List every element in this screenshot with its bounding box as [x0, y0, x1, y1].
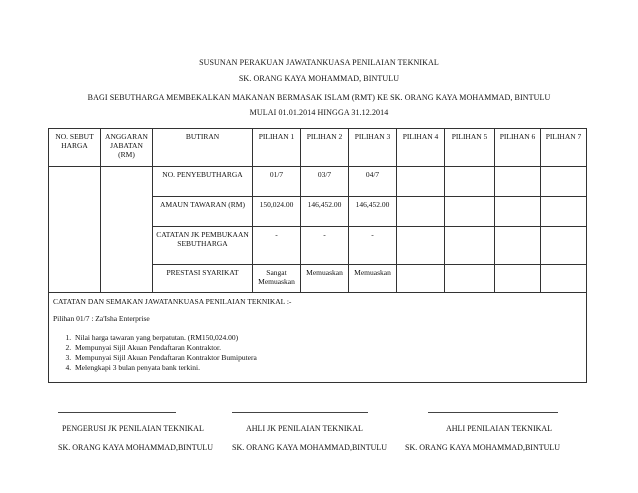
table-cell — [397, 227, 445, 265]
table-cell — [495, 197, 541, 227]
list-item: 3. Mempunyai Sijil Akuan Pendaftaran Kontraktor Bumiputera — [73, 353, 582, 362]
header-pilihan-5: PILIHAN 5 — [445, 129, 495, 167]
signature-line-1 — [58, 412, 176, 413]
notes-title: CATATAN DAN SEMAKAN JAWATANKUASA PENILAIAN TEKNIKAL :- — [53, 297, 292, 306]
table-cell: 146,452.00 — [301, 197, 349, 227]
row-label: AMAUN TAWARAN (RM) — [153, 197, 253, 227]
table-cell — [495, 167, 541, 197]
header-butiran: BUTIRAN — [153, 129, 253, 167]
list-item: 1. Nilai harga tawaran yang berpatutan. (RM150,024.00) — [73, 333, 582, 342]
evaluation-table — [48, 128, 587, 383]
notes-row — [49, 293, 587, 383]
table-cell: 150,024.00 — [253, 197, 301, 227]
table-cell — [541, 167, 587, 197]
table-cell — [445, 265, 495, 293]
signature-line-2 — [232, 412, 368, 413]
header-no-sebut-harga: NO. SEBUT HARGA — [49, 129, 101, 167]
table-cell — [495, 265, 541, 293]
signature-org-3: SK. ORANG KAYA MOHAMMAD,BINTULU — [405, 443, 561, 452]
table-cell — [397, 265, 445, 293]
signature-line-3 — [428, 412, 558, 413]
table-cell: Sangat Memuaskan — [253, 265, 301, 293]
signature-org-2: SK. ORANG KAYA MOHAMMAD,BINTULU — [232, 443, 388, 452]
table-cell — [541, 227, 587, 265]
table-cell: 01/7 — [253, 167, 301, 197]
table-cell — [541, 197, 587, 227]
table-cell — [445, 197, 495, 227]
signature-role-2: AHLI JK PENILAIAN TEKNIKAL — [246, 424, 363, 433]
doc-school: SK. ORANG KAYA MOHAMMAD, BINTULU — [238, 74, 400, 83]
notes-pilihan: Pilihan 01/7 : Za'Isha Enterprise — [53, 314, 150, 323]
header-pilihan-2: PILIHAN 2 — [301, 129, 349, 167]
header-pilihan-6: PILIHAN 6 — [495, 129, 541, 167]
doc-period: MULAI 01.01.2014 HINGGA 31.12.2014 — [249, 108, 389, 117]
table-cell — [495, 227, 541, 265]
list-item: 2. Mempunyai Sijil Akuan Pendaftaran Kontraktor. — [73, 343, 582, 352]
row-label: PRESTASI SYARIKAT — [153, 265, 253, 293]
table-cell: Memuaskan — [349, 265, 397, 293]
signature-org-1: SK. ORANG KAYA MOHAMMAD,BINTULU — [58, 443, 214, 452]
header-pilihan-1: PILIHAN 1 — [253, 129, 301, 167]
header-pilihan-4: PILIHAN 4 — [397, 129, 445, 167]
table-cell: - — [301, 227, 349, 265]
table-cell: 146,452.00 — [349, 197, 397, 227]
notes-list — [53, 333, 582, 372]
table-cell: Memuaskan — [301, 265, 349, 293]
cell-anggaran — [101, 167, 153, 293]
header-pilihan-3: PILIHAN 3 — [349, 129, 397, 167]
cell-no-sebut-harga — [49, 167, 101, 293]
table-cell — [445, 227, 495, 265]
table-cell — [445, 167, 495, 197]
header-anggaran: ANGGARAN JABATAN (RM) — [101, 129, 153, 167]
table-cell: 03/7 — [301, 167, 349, 197]
table-cell — [541, 265, 587, 293]
signature-role-1: PENGERUSI JK PENILAIAN TEKNIKAL — [62, 424, 204, 433]
table-cell: - — [349, 227, 397, 265]
table-cell — [397, 197, 445, 227]
notes-cell — [49, 293, 587, 383]
doc-subject: BAGI SEBUTHARGA MEMBEKALKAN MAKANAN BERMASAK ISLAM (RMT) KE SK. ORANG KAYA MOHAMMAD, BINTULU — [87, 93, 551, 102]
table-header-row — [49, 129, 587, 167]
table-row — [49, 167, 587, 197]
row-label: CATATAN JK PEMBUKAAN SEBUTHARGA — [153, 227, 253, 265]
row-label: NO. PENYEBUTHARGA — [153, 167, 253, 197]
header-pilihan-7: PILIHAN 7 — [541, 129, 587, 167]
signature-role-3: AHLI PENILAIAN TEKNIKAL — [446, 424, 553, 433]
list-item: 4. Melengkapi 3 bulan penyata bank terkini. — [73, 363, 582, 372]
table-cell — [397, 167, 445, 197]
table-cell: - — [253, 227, 301, 265]
table-cell: 04/7 — [349, 167, 397, 197]
doc-title: SUSUNAN PERAKUAN JAWATANKUASA PENILAIAN TEKNIKAL — [199, 58, 439, 67]
